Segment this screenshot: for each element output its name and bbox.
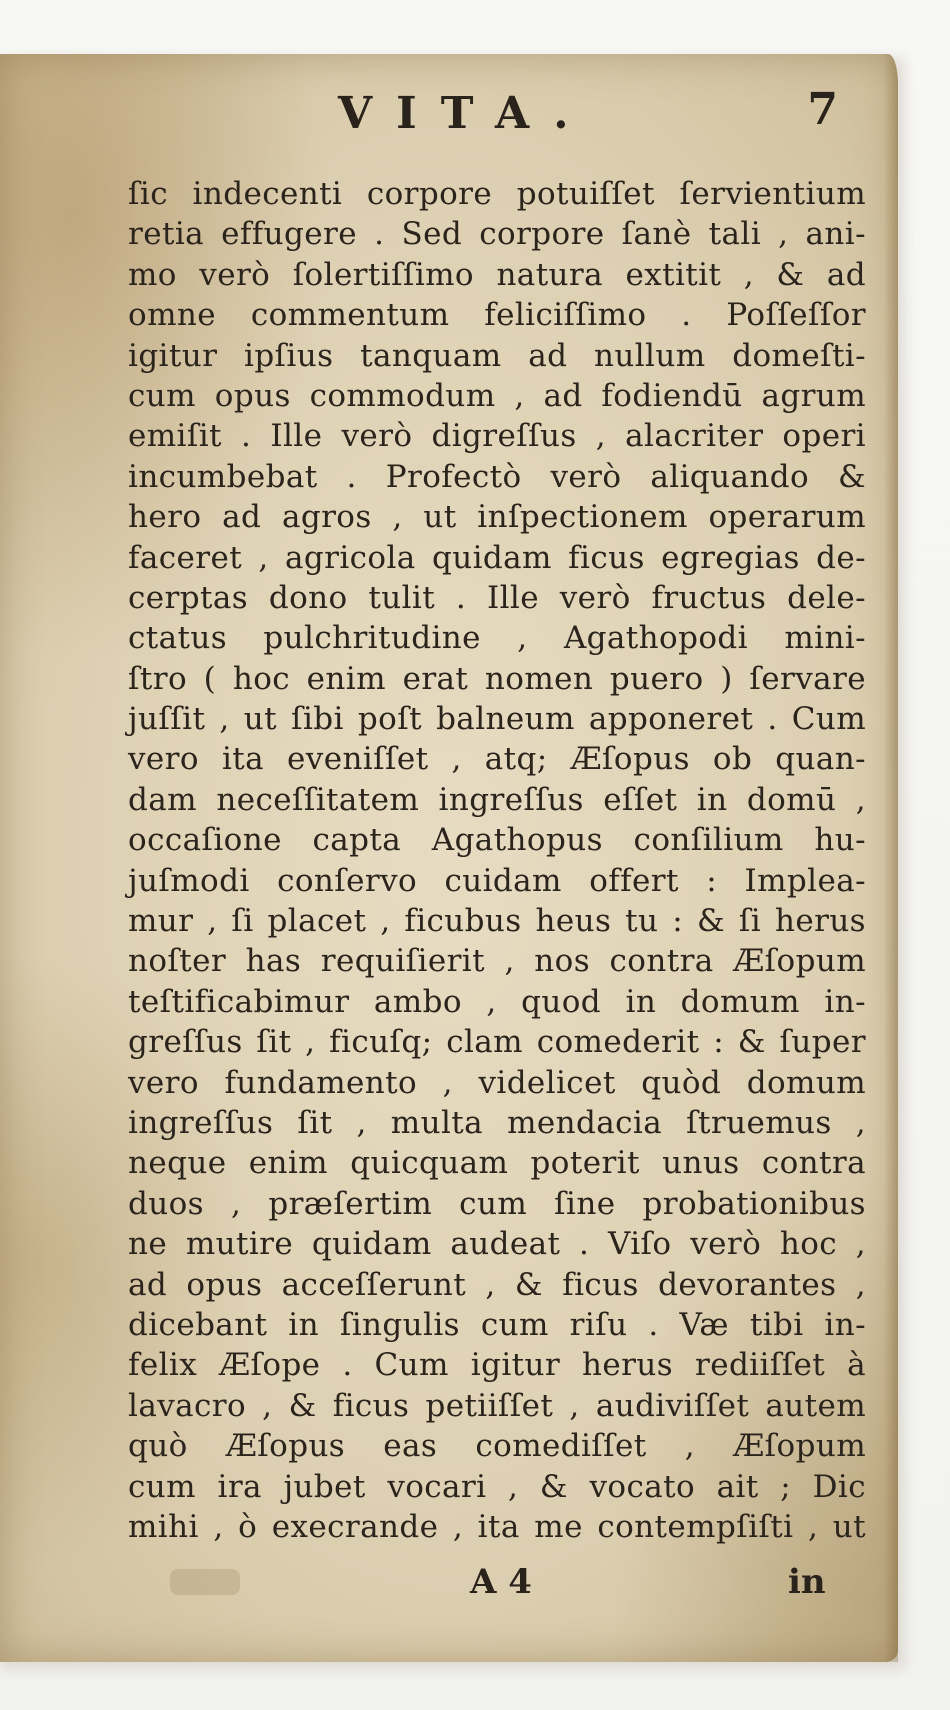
text-line: occaſione capta Agathopus conſilium hu- <box>128 822 866 859</box>
text-line: cum ira jubet vocari , & vocato ait ; Dic <box>128 1468 866 1505</box>
text-line: teſtificabimur ambo , quod in domum in- <box>128 983 866 1020</box>
text-line: mo verò ſolertiſſimo natura extitit , & ad <box>128 256 866 293</box>
page-footer <box>0 1562 898 1612</box>
text-line: quò Æſopus eas comediſſet , Æſopum <box>128 1428 866 1465</box>
page-number: 7 <box>807 84 838 135</box>
text-line: ingreſſus ſit , multa mendacia ſtruemus , <box>128 1104 866 1141</box>
text-line: cum opus commodum , ad fodiendū agrum <box>128 377 866 414</box>
text-line: igitur ipſius tanquam ad nullum domeſti- <box>128 337 866 374</box>
book-page <box>0 54 898 1662</box>
text-line: omne commentum feliciſſimo . Poſſeſſor <box>128 297 866 334</box>
text-line: ad opus acceſſerunt , & ficus devorantes , <box>128 1266 866 1303</box>
body-text <box>128 174 866 1547</box>
text-line: ſtro ( hoc enim erat nomen puero ) ſervare <box>128 660 866 697</box>
text-line: hero ad agros , ut inſpectionem operarum <box>128 499 866 536</box>
text-line: mihi , ò execrande , ita me contempſiſti , ut <box>128 1508 866 1545</box>
text-line: faceret , agricola quidam ficus egregias de- <box>128 539 866 576</box>
signature-mark: A 4 <box>470 1562 532 1602</box>
text-line: felix Æſope . Cum igitur herus rediiſſet à <box>128 1347 866 1384</box>
text-line: duos , præſertim cum ſine probationibus <box>128 1185 866 1222</box>
text-line: greſſus ſit , ficuſq; clam comederit : & ſuper <box>128 1024 866 1061</box>
text-line: juſmodi conſervo cuidam offert : Implea- <box>128 862 866 899</box>
text-line: ne mutire quidam audeat . Viſo verò hoc , <box>128 1226 866 1263</box>
text-line: lavacro , & ficus petiiſſet , audiviſſet autem <box>128 1387 866 1424</box>
catchword: in <box>788 1562 826 1602</box>
text-line: emiſit . Ille verò digreſſus , alacriter operi <box>128 418 866 455</box>
text-line: noſter has requiſierit , nos contra Æſopum <box>128 943 866 980</box>
text-line: ſic indecenti corpore potuiſſet ſervientium <box>128 176 866 212</box>
text-line: cerptas dono tulit . Ille verò fructus dele- <box>128 579 866 616</box>
text-line: juſſit , ut ſibi poſt balneum apponeret . Cum <box>128 701 866 738</box>
text-line: mur , ſi placet , ficubus heus tu : & ſi herus <box>128 903 866 940</box>
text-line: vero fundamento , videlicet quòd domum <box>128 1064 866 1101</box>
text-line: dicebant in ſingulis cum riſu . Væ tibi in- <box>128 1306 866 1343</box>
text-line: ctatus pulchritudine , Agathopodi mini- <box>128 620 866 657</box>
text-line: neque enim quicquam poterit unus contra <box>128 1145 866 1182</box>
text-line: vero ita eveniſſet , atq; Æſopus ob quan- <box>128 741 866 778</box>
running-title: VITA. <box>338 88 593 139</box>
text-line: incumbebat . Profectò verò aliquando & <box>128 458 866 495</box>
text-line: retia effugere . Sed corpore ſanè tali , ani- <box>128 216 866 253</box>
text-line: dam neceſſitatem ingreſſus eſſet in domū , <box>128 781 866 818</box>
page-edge <box>884 54 898 1662</box>
page-header <box>120 84 838 144</box>
